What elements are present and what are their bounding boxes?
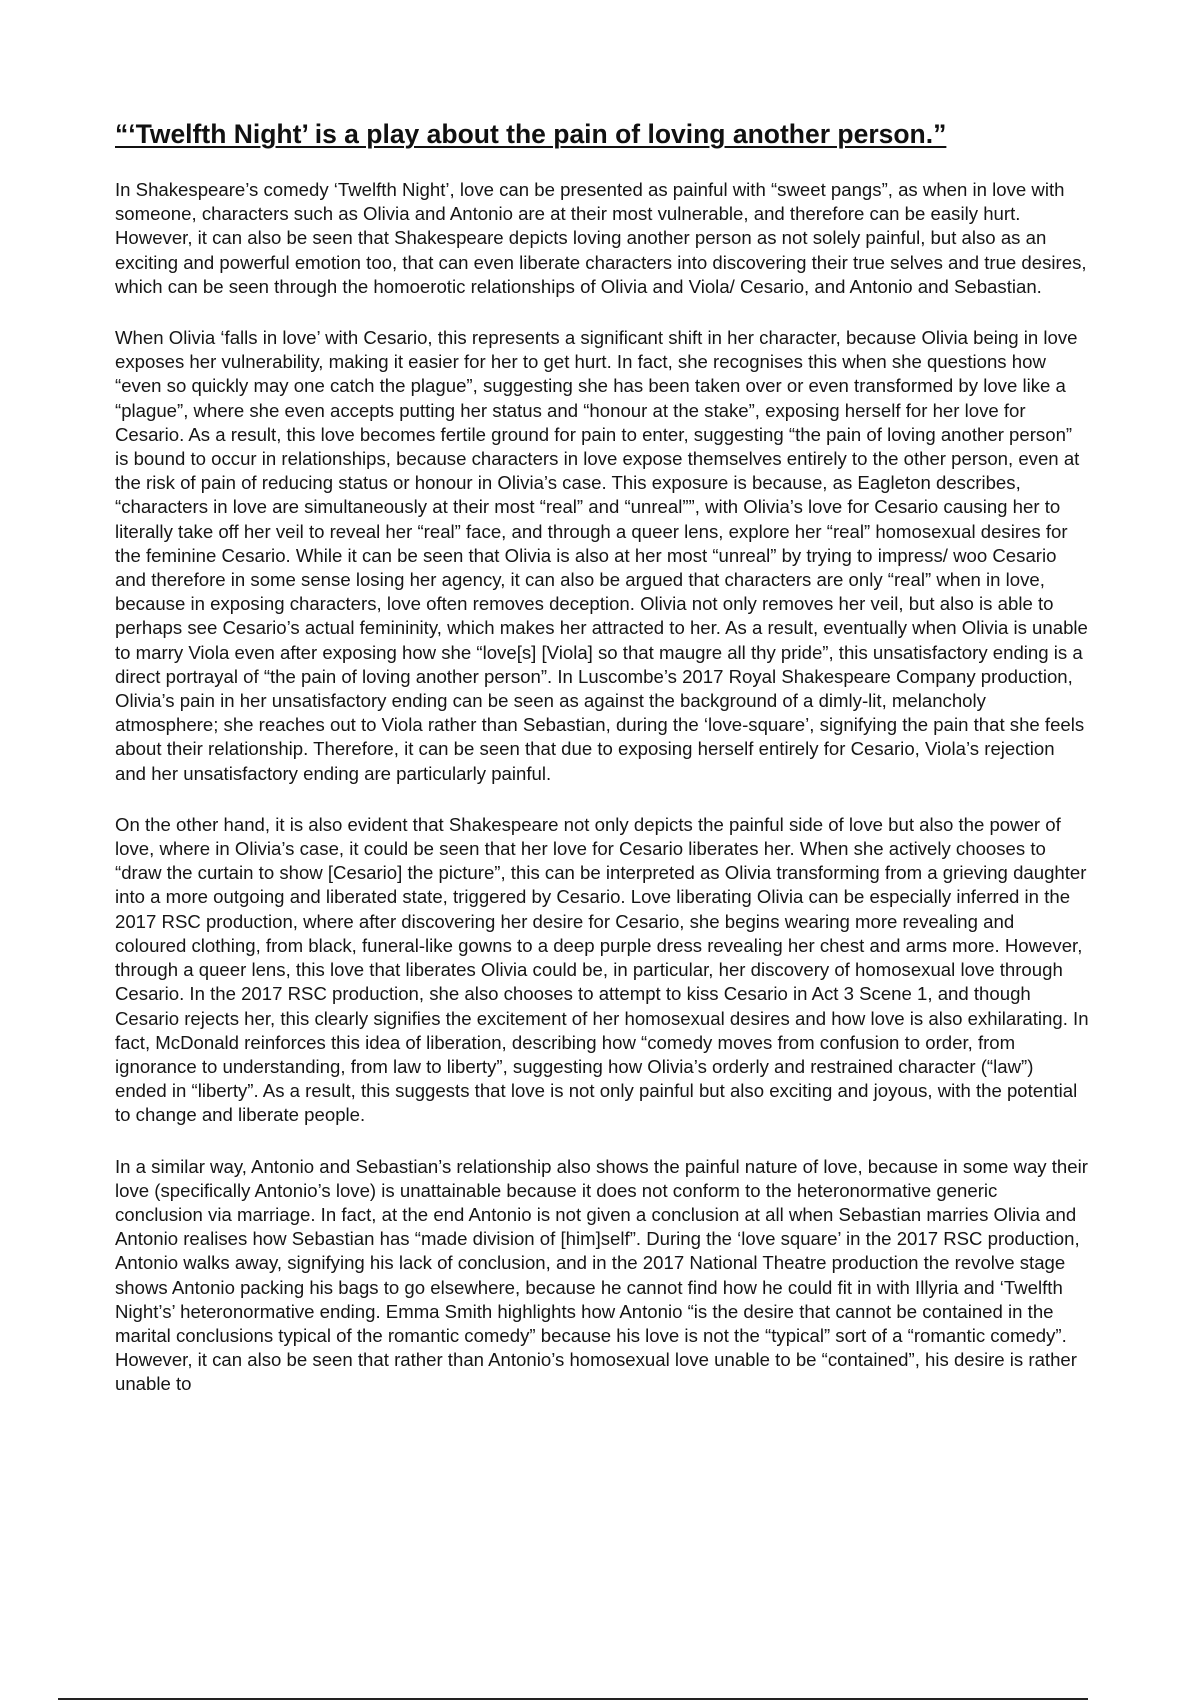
- paragraph-olivia-pain: When Olivia ‘falls in love’ with Cesario, this represents a significant shift in her character, because Olivia being in love exposes her vulnerability, making it easier for her to get hurt. In fact, she recognises this when she questions how “even so quickly may one catch the plague”, suggesting she has been taken over or even transformed by love like a “plague”, where she even accepts putting her status and “honour at the stake”, exposing herself for her love for Cesario. As a result, this love becomes fertile ground for pain to enter, suggesting “the pain of loving another person” is bound to occur in relationships, because characters in love expose themselves entirely to the other person, even at the risk of pain of reducing status or honour in Olivia’s case. This exposure is because, as Eagleton describes, “characters in love are simultaneously at their most “real” and “unreal””, with Olivia’s love for Cesario causing her to literally take off her veil to reveal her “real” face, and through a queer lens, explore her “real” homosexual desires for the feminine Cesario. While it can be seen that Olivia is also at her most “unreal” by trying to impress/ woo Cesario and therefore in some sense losing her agency, it can also be argued that characters are only “real” when in love, because in exposing characters, love often removes deception. Olivia not only removes her veil, but also is able to perhaps see Cesario’s actual femininity, which makes her attracted to her. As a result, eventually when Olivia is unable to marry Viola even after exposing how she “love[s] [Viola] so that maugre all thy pride”, this unsatisfactory ending is a direct portrayal of “the pain of loving another person”. In Luscombe’s 2017 Royal Shakespeare Company production, Olivia’s pain in her unsatisfactory ending can be seen as against the background of a dimly-lit, melancholy atmosphere; she reaches out to Viola rather than Sebastian, during the ‘love-square’, signifying the pain that she feels about their relationship. Therefore, it can be seen that due to exposing herself entirely for Cesario, Viola’s rejection and her unsatisfactory ending are particularly painful.: [115, 327, 1088, 784]
- paragraph-olivia-liberation: On the other hand, it is also evident that Shakespeare not only depicts the painful side of love but also the power of love, where in Olivia’s case, it could be seen that her love for Cesario liberates her. When she actively chooses to “draw the curtain to show [Cesario] the picture”, this can be interpreted as Olivia transforming from a grieving daughter into a more outgoing and liberated state, triggered by Cesario. Love liberating Olivia can be especially inferred in the 2017 RSC production, where after discovering her desire for Cesario, she begins wearing more revealing and coloured clothing, from black, funeral-like gowns to a deep purple dress revealing her chest and arms more. However, through a queer lens, this love that liberates Olivia could be, in particular, her discovery of homosexual love through Cesario. In the 2017 RSC production, she also chooses to attempt to kiss Cesario in Act 3 Scene 1, and though Cesario rejects her, this clearly signifies the excitement of her homosexual desires and how love is also exhilarating. In fact, McDonald reinforces this idea of liberation, describing how “comedy moves from confusion to order, from ignorance to understanding, from law to liberty”, suggesting how Olivia’s orderly and restrained character (“law”) ended in “liberty”. As a result, this suggests that love is not only painful but also exciting and joyous, with the potential to change and liberate people.: [115, 813, 1089, 1126]
- essay-title: “‘Twelfth Night’ is a play about the pain of loving another person.”: [115, 119, 947, 149]
- paragraph-antonio-sebastian: In a similar way, Antonio and Sebastian’s relationship also shows the painful nature of love, because in some way their love (specifically Antonio’s love) is unattainable because it does not conform to the heteronormative generic conclusion via marriage. In fact, at the end Antonio is not given a conclusion at all when Sebastian marries Olivia and Antonio realises how Sebastian has “made division of [him]self”. During the ‘love square’ in the 2017 RSC production, Antonio walks away, signifying his lack of conclusion, and in the 2017 National Theatre production the revolve stage shows Antonio packing his bags to go elsewhere, because he cannot find how he could fit in with Illyria and ‘Twelfth Night’s’ heteronormative ending. Emma Smith highlights how Antonio “is the desire that cannot be contained in the marital conclusions typical of the romantic comedy” because his love is not the “typical” sort of a “romantic comedy”. However, it can also be seen that rather than Antonio’s homosexual love unable to be “contained”, his desire is rather unable to: [115, 1155, 1088, 1395]
- essay-body: [115, 118, 1090, 1424]
- paragraph-introduction: In Shakespeare’s comedy ‘Twelfth Night’, love can be presented as painful with “sweet pangs”, as when in love with someone, characters such as Olivia and Antonio are at their most vulnerable, and therefore can be easily hurt. However, it can also be seen that Shakespeare depicts loving another person as not solely painful, but also as an exciting and powerful emotion too, that can even liberate characters into discovering their true selves and true desires, which can be seen through the homoerotic relationships of Olivia and Viola/ Cesario, and Antonio and Sebastian.: [115, 179, 1087, 297]
